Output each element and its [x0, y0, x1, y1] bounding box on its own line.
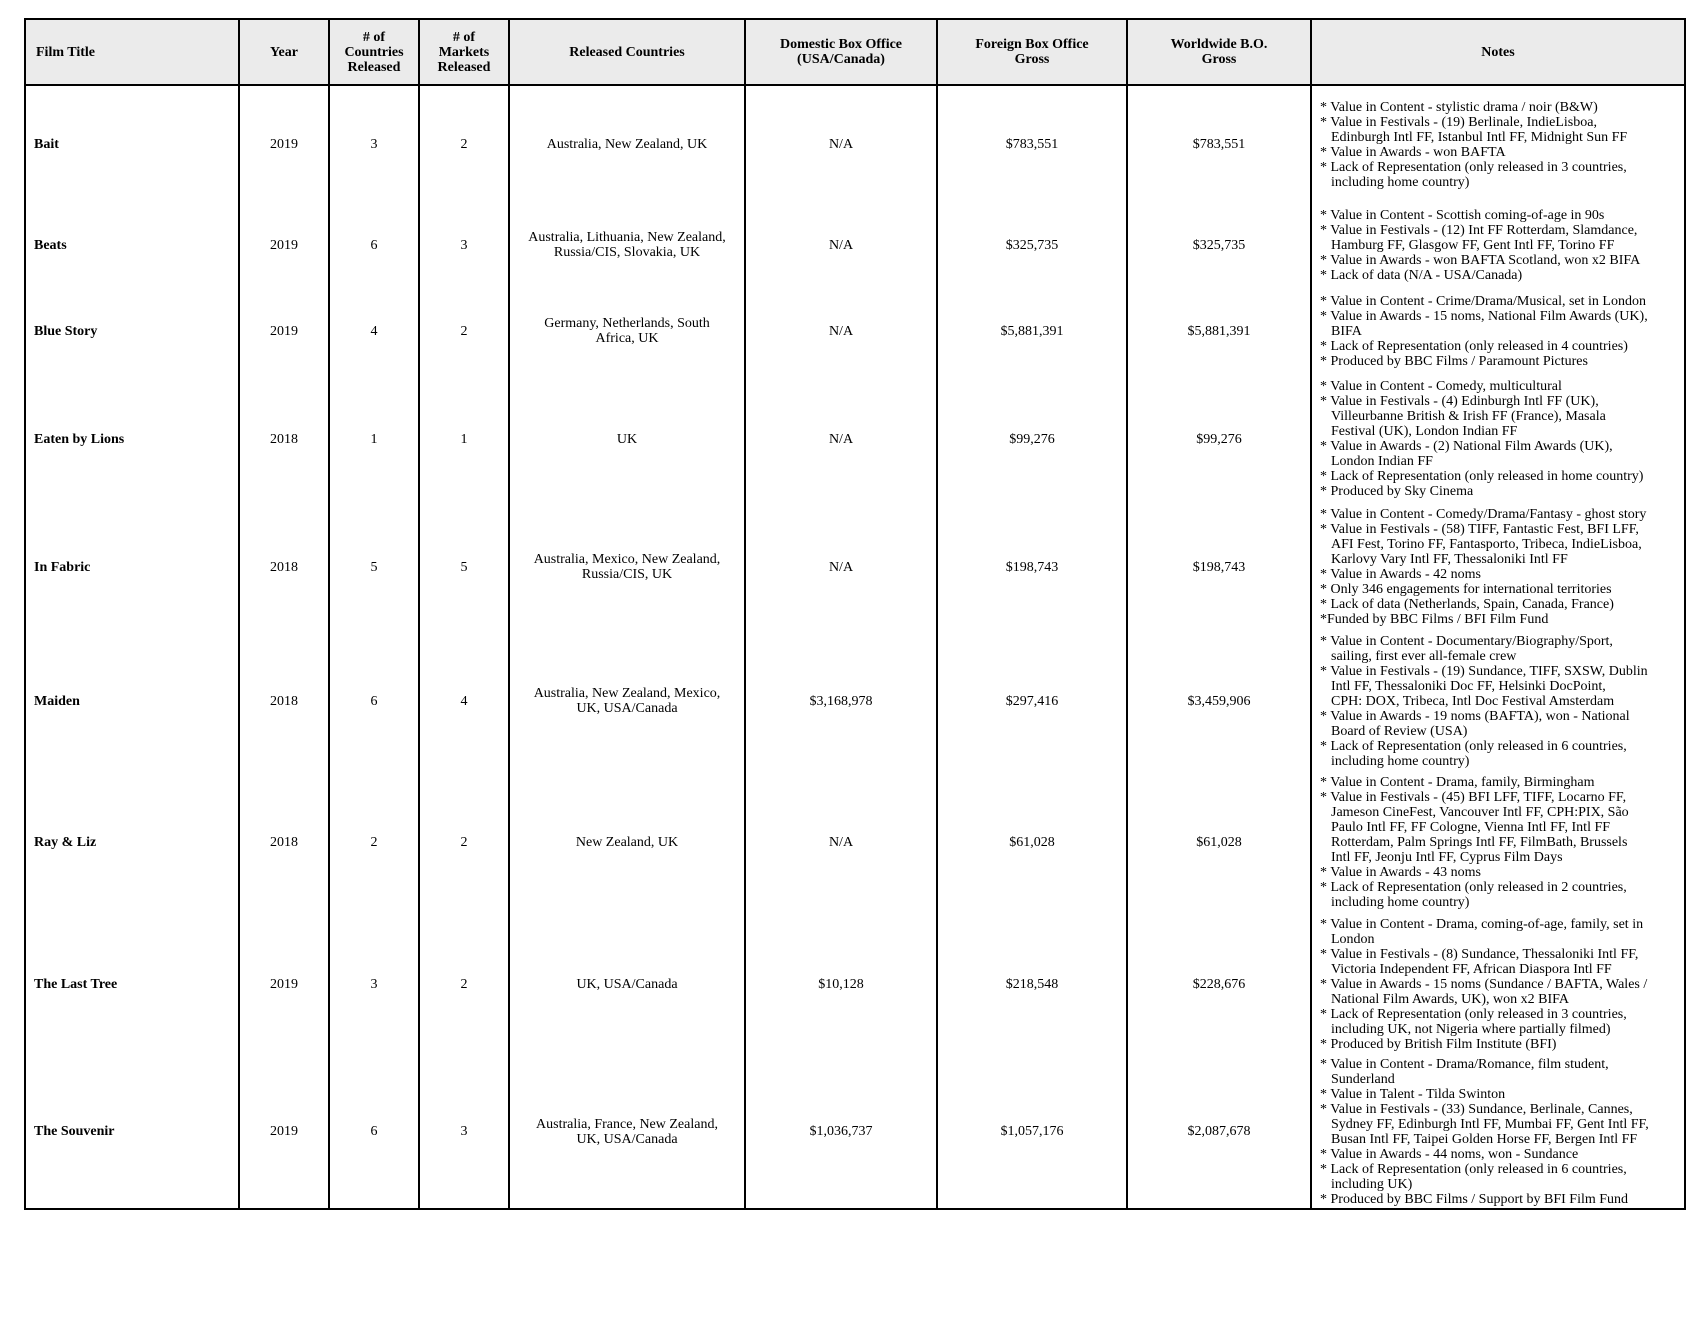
note-line: * Lack of data (Netherlands, Spain, Canada, France) — [1320, 597, 1614, 612]
cell-notes — [1311, 287, 1685, 375]
released-countries-line: Russia/CIS, Slovakia, UK — [553, 245, 701, 260]
cell-worldwide-gross — [1127, 85, 1311, 203]
cell-countries-released — [329, 85, 419, 203]
cell-film-title-text: Maiden — [34, 693, 80, 709]
note-line: * Value in Content - Crime/Drama/Musical, set in London — [1320, 293, 1646, 309]
cell-year — [239, 631, 329, 771]
note-line: * Value in Awards - won BAFTA Scotland, won x2 BIFA — [1320, 252, 1641, 268]
cell-foreign-box-office — [937, 85, 1127, 203]
cell-year — [239, 1055, 329, 1209]
cell-year-text: 2018 — [270, 431, 298, 447]
cell-year-text: 2019 — [270, 1124, 298, 1139]
header-released-countries — [509, 19, 745, 85]
note-line: * Value in Content - Comedy, multicultural — [1320, 379, 1562, 394]
notes-list — [1320, 294, 1680, 369]
cell-countries-released — [329, 203, 419, 287]
cell-film-title-text: Eaten by Lions — [34, 431, 125, 447]
cell-countries-released-text: 6 — [370, 237, 378, 253]
note-line: * Lack of Representation (only released in 2 countries, — [1320, 879, 1627, 895]
cell-worldwide-gross-text: $61,028 — [1196, 834, 1242, 850]
note-line: * Value in Festivals - (19) Sundance, TIFF, SXSW, Dublin — [1320, 663, 1648, 679]
cell-film-title — [25, 771, 239, 913]
film-box-office-table — [24, 18, 1686, 1210]
note-line: Paulo Intl FF, FF Cologne, Vienna Intl FF, Intl FF — [1331, 819, 1611, 835]
cell-foreign-box-office — [937, 913, 1127, 1055]
cell-year — [239, 375, 329, 503]
cell-worldwide-gross — [1127, 771, 1311, 913]
cell-notes — [1311, 913, 1685, 1055]
cell-film-title — [25, 631, 239, 771]
header-notes — [1311, 19, 1685, 85]
header-label-line: # of — [452, 29, 476, 45]
cell-domestic-box-office-text: $10,128 — [818, 976, 864, 992]
released-countries-line: UK, USA/Canada — [576, 976, 678, 992]
cell-countries-released — [329, 771, 419, 913]
note-line: * Lack of Representation (only released in 4 countries) — [1320, 338, 1628, 354]
header-label-line: Film Title — [36, 44, 95, 60]
cell-released-countries — [509, 203, 745, 287]
cell-foreign-box-office — [937, 631, 1127, 771]
notes-list — [1320, 507, 1680, 627]
cell-film-title — [25, 85, 239, 203]
note-line: * Lack of Representation (only released in home country) — [1320, 469, 1644, 484]
note-line: * Value in Awards - 44 noms, won - Sundance — [1320, 1146, 1579, 1162]
cell-notes — [1311, 771, 1685, 913]
released-countries-line: UK, USA/Canada — [576, 1131, 678, 1147]
cell-markets-released — [419, 85, 509, 203]
note-line: * Lack of Representation (only released in 6 countries, — [1320, 1161, 1627, 1177]
header-label-line: Markets — [438, 44, 490, 60]
released-countries-line: Australia, New Zealand, Mexico, — [533, 686, 721, 701]
cell-notes — [1311, 203, 1685, 287]
cell-year-text: 2019 — [270, 323, 298, 339]
cell-film-title-text: Beats — [34, 237, 67, 253]
cell-film-title-text: Bait — [34, 137, 59, 152]
note-line: * Value in Content - Documentary/Biography/Sport, — [1320, 633, 1613, 649]
cell-foreign-box-office-text: $297,416 — [1005, 693, 1059, 709]
cell-film-title — [25, 1055, 239, 1209]
cell-domestic-box-office-text: N/A — [828, 834, 854, 850]
film-table-container — [24, 18, 1684, 1210]
cell-worldwide-gross-text: $2,087,678 — [1187, 1124, 1251, 1139]
cell-domestic-box-office-text: N/A — [828, 323, 854, 339]
cell-domestic-box-office — [745, 287, 937, 375]
note-line: Rotterdam, Palm Springs Intl FF, FilmBath, Brussels — [1331, 834, 1628, 850]
cell-notes — [1311, 631, 1685, 771]
note-line: * Value in Festivals - (33) Sundance, Berlinale, Cannes, — [1320, 1101, 1633, 1117]
cell-released-countries — [509, 631, 745, 771]
cell-released-countries — [509, 503, 745, 631]
cell-countries-released-text: 4 — [370, 323, 378, 339]
table-row — [25, 1055, 1685, 1209]
note-line: Edinburgh Intl FF, Istanbul Intl FF, Midnight Sun FF — [1331, 129, 1628, 145]
cell-foreign-box-office-text: $783,551 — [1005, 137, 1059, 152]
cell-countries-released — [329, 631, 419, 771]
note-line: National Film Awards, UK), won x2 BIFA — [1331, 991, 1569, 1007]
note-line: * Value in Festivals - (58) TIFF, Fantastic Fest, BFI LFF, — [1320, 522, 1639, 537]
note-line: Karlovy Vary Intl FF, Thessaloniki Intl FF — [1331, 552, 1568, 567]
note-line: * Produced by Sky Cinema — [1320, 484, 1474, 499]
note-line: * Lack of Representation (only released in 3 countries, — [1320, 1006, 1627, 1022]
note-line: Busan Intl FF, Taipei Golden Horse FF, Bergen Intl FF — [1331, 1131, 1638, 1147]
cell-domestic-box-office — [745, 203, 937, 287]
header-label-line: Gross — [1201, 52, 1237, 67]
notes-list — [1320, 1057, 1680, 1207]
cell-domestic-box-office — [745, 631, 937, 771]
cell-foreign-box-office — [937, 771, 1127, 913]
cell-countries-released — [329, 503, 419, 631]
table-row — [25, 287, 1685, 375]
cell-film-title — [25, 375, 239, 503]
header-label-line: Foreign Box Office — [975, 37, 1089, 52]
cell-film-title-text: Ray & Liz — [34, 834, 97, 850]
note-line: * Value in Awards - 43 noms — [1320, 864, 1481, 880]
note-line: including UK, not Nigeria where partially filmed) — [1331, 1021, 1611, 1037]
note-line: including home country) — [1331, 894, 1470, 910]
table-row — [25, 203, 1685, 287]
note-line: * Value in Awards - 19 noms (BAFTA), won - National — [1320, 708, 1630, 724]
note-line: * Lack of data (N/A - USA/Canada) — [1320, 267, 1523, 283]
cell-foreign-box-office — [937, 203, 1127, 287]
header-label-line: Worldwide B.O. — [1170, 37, 1268, 52]
note-line: * Value in Festivals - (12) Int FF Rotterdam, Slamdance, — [1320, 222, 1638, 238]
cell-markets-released-text: 2 — [460, 834, 468, 850]
note-line: including UK) — [1331, 1176, 1413, 1192]
cell-year — [239, 503, 329, 631]
cell-worldwide-gross-text: $99,276 — [1196, 431, 1242, 447]
note-line: Jameson CineFest, Vancouver Intl FF, CPH:PIX, São — [1331, 804, 1629, 820]
cell-released-countries — [509, 1055, 745, 1209]
cell-year-text: 2018 — [270, 834, 298, 850]
cell-notes — [1311, 375, 1685, 503]
note-line: * Value in Awards - 15 noms, National Film Awards (UK), — [1320, 308, 1648, 324]
cell-year — [239, 287, 329, 375]
cell-foreign-box-office — [937, 503, 1127, 631]
note-line: AFI Fest, Torino FF, Fantasporto, Tribeca, IndieLisboa, — [1331, 537, 1642, 552]
note-line: Board of Review (USA) — [1331, 723, 1468, 739]
cell-markets-released — [419, 287, 509, 375]
header-label-line: Domestic Box Office — [779, 37, 903, 52]
released-countries-line: Germany, Netherlands, South — [544, 316, 710, 331]
cell-year-text: 2019 — [270, 237, 298, 253]
note-line: * Produced by BBC Films / Paramount Pictures — [1320, 353, 1588, 369]
table-row — [25, 85, 1685, 203]
cell-markets-released — [419, 913, 509, 1055]
cell-markets-released — [419, 375, 509, 503]
cell-foreign-box-office-text: $5,881,391 — [1000, 323, 1064, 339]
cell-worldwide-gross-text: $198,743 — [1192, 559, 1246, 575]
cell-worldwide-gross-text: $783,551 — [1192, 137, 1246, 152]
cell-markets-released — [419, 503, 509, 631]
note-line: including home country) — [1331, 753, 1470, 769]
note-line: sailing, first ever all-female crew — [1331, 648, 1517, 664]
notes-list — [1320, 100, 1680, 190]
released-countries-line: Australia, France, New Zealand, — [536, 1116, 718, 1132]
cell-year-text: 2018 — [270, 559, 298, 575]
note-line: * Lack of Representation (only released in 3 countries, — [1320, 159, 1627, 175]
cell-domestic-box-office-text: N/A — [828, 237, 854, 253]
released-countries-line: UK, USA/Canada — [576, 701, 678, 716]
header-label-line: # of — [362, 29, 386, 45]
cell-markets-released-text: 2 — [460, 323, 468, 339]
cell-foreign-box-office — [937, 375, 1127, 503]
cell-markets-released-text: 3 — [460, 237, 468, 253]
cell-foreign-box-office-text: $218,548 — [1005, 976, 1059, 992]
header-foreign-box-office — [937, 19, 1127, 85]
cell-film-title — [25, 503, 239, 631]
note-line: * Value in Festivals - (8) Sundance, Thessaloniki Intl FF, — [1320, 946, 1639, 962]
released-countries-line: Australia, Mexico, New Zealand, — [533, 552, 721, 567]
note-line: Villeurbanne British & Irish FF (France), Masala — [1331, 409, 1606, 424]
note-line: * Value in Content - Scottish coming-of-age in 90s — [1320, 207, 1605, 223]
cell-year — [239, 771, 329, 913]
cell-markets-released-text: 3 — [460, 1124, 468, 1139]
cell-worldwide-gross-text: $228,676 — [1192, 976, 1246, 992]
cell-markets-released-text: 5 — [460, 559, 468, 575]
note-line: * Lack of Representation (only released in 6 countries, — [1320, 738, 1627, 754]
cell-foreign-box-office-text: $1,057,176 — [1000, 1124, 1064, 1139]
table-row — [25, 631, 1685, 771]
header-label-line: Gross — [1014, 52, 1050, 67]
note-line: Festival (UK), London Indian FF — [1331, 424, 1518, 439]
cell-released-countries — [509, 85, 745, 203]
cell-foreign-box-office-text: $99,276 — [1009, 431, 1055, 447]
cell-domestic-box-office — [745, 771, 937, 913]
header-label-line: Released Countries — [569, 44, 685, 60]
header-film-title — [25, 19, 239, 85]
cell-worldwide-gross — [1127, 203, 1311, 287]
cell-worldwide-gross-text: $3,459,906 — [1187, 693, 1251, 709]
cell-domestic-box-office — [745, 503, 937, 631]
released-countries-line: Africa, UK — [595, 331, 659, 346]
note-line: * Value in Festivals - (45) BFI LFF, TIFF, Locarno FF, — [1320, 789, 1627, 805]
cell-countries-released — [329, 375, 419, 503]
cell-domestic-box-office-text: N/A — [828, 431, 854, 447]
table-row — [25, 913, 1685, 1055]
cell-countries-released — [329, 913, 419, 1055]
header-label-line: (USA/Canada) — [797, 52, 885, 67]
cell-countries-released-text: 5 — [370, 559, 378, 575]
note-line: * Value in Content - Comedy/Drama/Fantasy - ghost story — [1320, 507, 1647, 522]
header-label-line: Released — [347, 59, 401, 75]
cell-markets-released-text: 4 — [460, 693, 468, 709]
cell-year-text: 2018 — [270, 693, 298, 709]
cell-domestic-box-office — [745, 85, 937, 203]
cell-domestic-box-office — [745, 913, 937, 1055]
notes-list — [1320, 208, 1680, 283]
note-line: Sydney FF, Edinburgh Intl FF, Mumbai FF, Gent Intl FF, — [1331, 1116, 1649, 1132]
note-line: * Value in Awards - 15 noms (Sundance / BAFTA, Wales / — [1320, 976, 1648, 992]
note-line: * Value in Festivals - (4) Edinburgh Intl FF (UK), — [1320, 394, 1599, 409]
note-line: Victoria Independent FF, African Diaspora Intl FF — [1331, 961, 1612, 977]
cell-domestic-box-office-text: $1,036,737 — [809, 1124, 873, 1139]
released-countries-line: Russia/CIS, UK — [581, 567, 673, 582]
table-row — [25, 375, 1685, 503]
cell-worldwide-gross — [1127, 631, 1311, 771]
note-line: * Value in Content - Drama/Romance, film student, — [1320, 1056, 1609, 1072]
cell-worldwide-gross-text: $325,735 — [1192, 237, 1246, 253]
note-line: London Indian FF — [1331, 454, 1433, 469]
table-body — [25, 85, 1685, 1209]
header-label-line: Countries — [344, 44, 404, 60]
cell-domestic-box-office — [745, 1055, 937, 1209]
cell-countries-released-text: 3 — [370, 137, 378, 152]
cell-film-title — [25, 913, 239, 1055]
cell-notes — [1311, 503, 1685, 631]
cell-released-countries — [509, 375, 745, 503]
header-year — [239, 19, 329, 85]
header-worldwide-gross — [1127, 19, 1311, 85]
note-line: * Value in Awards - (2) National Film Awards (UK), — [1320, 439, 1613, 454]
table-row — [25, 503, 1685, 631]
cell-domestic-box-office-text: $3,168,978 — [809, 693, 873, 709]
note-line: * Only 346 engagements for international territories — [1320, 582, 1612, 597]
note-line: * Produced by BBC Films / Support by BFI Film Fund — [1320, 1191, 1629, 1207]
header-label-line: Released — [437, 59, 491, 75]
header-row — [25, 19, 1685, 85]
cell-worldwide-gross — [1127, 1055, 1311, 1209]
cell-foreign-box-office-text: $61,028 — [1009, 834, 1055, 850]
notes-list — [1320, 775, 1680, 910]
note-line: * Value in Content - Drama, family, Birmingham — [1320, 774, 1595, 790]
cell-year-text: 2019 — [270, 137, 298, 152]
cell-released-countries — [509, 771, 745, 913]
cell-film-title-text: In Fabric — [34, 559, 91, 575]
cell-film-title-text: The Last Tree — [34, 976, 118, 992]
cell-markets-released — [419, 771, 509, 913]
cell-countries-released-text: 3 — [370, 976, 378, 992]
cell-countries-released-text: 1 — [370, 431, 378, 447]
cell-markets-released — [419, 1055, 509, 1209]
cell-markets-released — [419, 203, 509, 287]
cell-notes — [1311, 85, 1685, 203]
released-countries-line: Australia, Lithuania, New Zealand, — [528, 230, 726, 245]
released-countries-line: New Zealand, UK — [575, 834, 679, 850]
cell-worldwide-gross — [1127, 375, 1311, 503]
cell-domestic-box-office-text: N/A — [828, 559, 854, 575]
cell-markets-released — [419, 631, 509, 771]
cell-countries-released — [329, 1055, 419, 1209]
cell-markets-released-text: 1 — [460, 431, 468, 447]
cell-year — [239, 203, 329, 287]
note-line: Hamburg FF, Glasgow FF, Gent Intl FF, Torino FF — [1331, 237, 1615, 253]
cell-year-text: 2019 — [270, 976, 298, 992]
cell-countries-released — [329, 287, 419, 375]
cell-notes — [1311, 1055, 1685, 1209]
cell-foreign-box-office — [937, 1055, 1127, 1209]
cell-foreign-box-office-text: $198,743 — [1005, 559, 1059, 575]
cell-released-countries — [509, 913, 745, 1055]
note-line: * Value in Content - stylistic drama / noir (B&W) — [1320, 99, 1598, 115]
header-countries-released — [329, 19, 419, 85]
note-line: Intl FF, Jeonju Intl FF, Cyprus Film Days — [1331, 849, 1563, 865]
cell-domestic-box-office — [745, 375, 937, 503]
header-label-line: Year — [270, 44, 298, 60]
note-line: Sunderland — [1331, 1071, 1395, 1087]
note-line: *Funded by BBC Films / BFI Film Fund — [1320, 612, 1549, 627]
cell-countries-released-text: 2 — [370, 834, 378, 850]
cell-year — [239, 913, 329, 1055]
notes-list — [1320, 634, 1680, 769]
note-line: * Value in Festivals - (19) Berlinale, IndieLisboa, — [1320, 114, 1597, 130]
table-row — [25, 771, 1685, 913]
notes-list — [1320, 379, 1680, 499]
note-line: including home country) — [1331, 174, 1470, 190]
cell-released-countries — [509, 287, 745, 375]
header-domestic-box-office — [745, 19, 937, 85]
note-line: * Produced by British Film Institute (BFI) — [1320, 1036, 1557, 1052]
note-line: CPH: DOX, Tribeca, Intl Doc Festival Amsterdam — [1331, 693, 1615, 709]
note-line: * Value in Awards - 42 noms — [1320, 567, 1481, 582]
released-countries-line: UK — [616, 431, 638, 447]
cell-foreign-box-office — [937, 287, 1127, 375]
cell-film-title — [25, 287, 239, 375]
note-line: * Value in Talent - Tilda Swinton — [1320, 1086, 1506, 1102]
notes-list — [1320, 917, 1680, 1052]
cell-worldwide-gross — [1127, 503, 1311, 631]
cell-worldwide-gross — [1127, 913, 1311, 1055]
cell-countries-released-text: 6 — [370, 693, 378, 709]
note-line: * Value in Content - Drama, coming-of-age, family, set in — [1320, 916, 1644, 932]
released-countries-line: Australia, New Zealand, UK — [546, 137, 708, 152]
cell-film-title — [25, 203, 239, 287]
cell-worldwide-gross — [1127, 287, 1311, 375]
note-line: London — [1331, 931, 1375, 947]
cell-foreign-box-office-text: $325,735 — [1005, 237, 1059, 253]
cell-film-title-text: The Souvenir — [34, 1124, 115, 1139]
cell-film-title-text: Blue Story — [34, 323, 98, 339]
header-markets-released — [419, 19, 509, 85]
cell-year — [239, 85, 329, 203]
header-label-line: Notes — [1481, 44, 1515, 60]
cell-domestic-box-office-text: N/A — [828, 137, 854, 152]
note-line: BIFA — [1331, 323, 1362, 339]
cell-markets-released-text: 2 — [460, 137, 468, 152]
cell-markets-released-text: 2 — [460, 976, 468, 992]
note-line: Intl FF, Thessaloniki Doc FF, Helsinki DocPoint, — [1331, 678, 1606, 694]
note-line: * Value in Awards - won BAFTA — [1320, 144, 1506, 160]
cell-countries-released-text: 6 — [370, 1124, 378, 1139]
cell-worldwide-gross-text: $5,881,391 — [1187, 323, 1251, 339]
